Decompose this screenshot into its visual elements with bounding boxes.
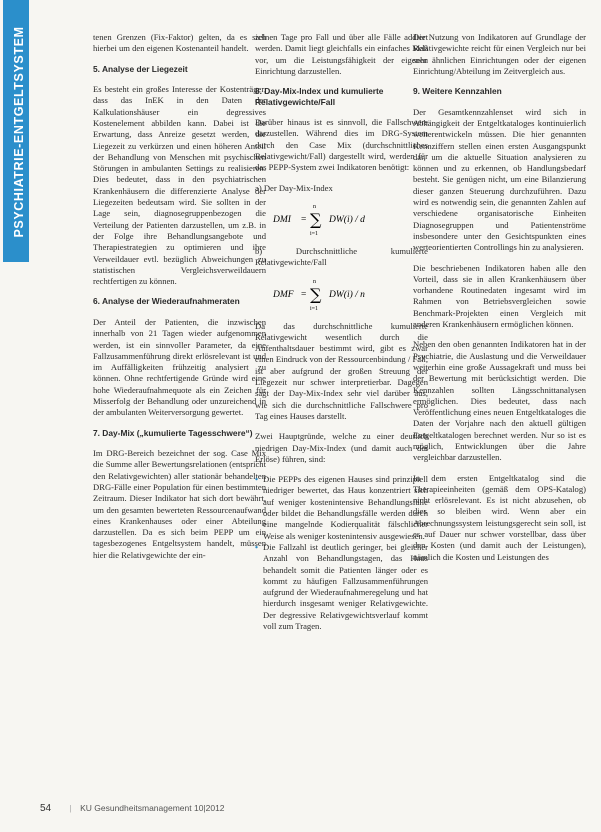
formula-b-label: b) Durchschnittliche kumulierte Relativgewichte/Fall: [255, 245, 428, 268]
text-column-2: [255, 32, 428, 641]
paragraph: Darüber hinaus ist es sinnvoll, die Fallschwere darzustellen. Während dies im DRG-System durch den Case Mix (durchschnittliches Relativgewicht/Fall) dargestellt wird, werden für das PEPP-System zwei Indikatoren benötigt:: [255, 117, 428, 173]
section-heading-5: 5. Analyse der Liegezeit: [93, 63, 188, 74]
formula-a: [255, 198, 428, 238]
formula-a-sum-top: n: [313, 203, 316, 210]
footer-separator: |: [69, 803, 72, 813]
formula-a-term: DW(i) / d: [329, 214, 365, 225]
paragraph: Der Gesamtkennzahlenset wird sich in Abhängigkeit der Entgeltkataloges kontinuierlich weiterentwickeln müssen. Die hier genannten Kennziffern stellen einen ersten Ausgangspunkt dar, um die aktuelle Situation analysieren zu können und zu erkennen, ob Handlungsbedarf besteht. Sie genügen nicht, um eine Bilanzierung dieser ganzen Steuerung durchzuführen. Dazu wird es notwendig sein, die genannten Zahlen auf verschiedene organisatorische Einheiten Diagnosegruppen und Patientenströme insbesondere unter den Gesichtspunkten eines werteorientierten Controllings hin zu analysieren.: [413, 106, 586, 253]
paragraph: Neben den oben genannten Indikatoren hat in der Psychiatrie, die Auslastung und die Verweildauer weiterhin eine große Aussagekraft und muss bei der Bewertung mit berücksichtigt werden. Die Kennzahlen sollten Längsschnittanalysen ermöglichen. Dies bedeutet, dass nach Veröffentlichung eines neuen Entgeltkataloges die Daten der Vorjahre nach den aktuell gültigen Entgeltkatalogen berechnet werden. Nur so ist es möglich, Entwicklungen über die Jahre vergleichbar darzustellen.: [413, 339, 586, 463]
section-heading-7: 7. Day-Mix („kumulierte Tagesschwere“): [93, 427, 253, 438]
paragraph: Die Nutzung von Indikatoren auf Grundlage der Relativgewichte reicht für einen Vergleich nur bei sehr ähnlichen Einrichtungen oder der eigenen Einrichtung/Abteilung im Zeitvergleich aus.: [413, 32, 586, 76]
formula-b-eq: =: [301, 289, 307, 300]
formula-b-lhs: DMF: [273, 289, 294, 300]
formula-a-lhs: DMI: [273, 214, 291, 225]
bullet-item: • Die Fallzahl ist deutlich geringer, bei gleicher Anzahl von Behandlungstagen, das Haus behandelt somit die Patienten länger oder es kommt zu häufigen Fallzusammenführungen aufgrund der Wiederaufnahmeregelung und hat hierdurch insgesamt weniger Relativgewichte. Der degressive Relativgewichtsverlauf kommt voll zum Tragen.: [255, 542, 428, 632]
bullet-list: [255, 474, 428, 632]
journal-name: KU Gesundheitsmanagement 10|2012: [80, 803, 225, 813]
formula-a-label: a) Der Day-Mix-Index: [255, 182, 333, 193]
paragraph: Da das durchschnittliche kumulierte Relativgewicht wesentlich durch die Aufenthaltsdauer bestimmt wird, gibt es zwar einen Eindruck von der Ressourcenbindung / Fall, ist aber aufgrund der großen Streuung der Liegezeit nur schwer interpretierbar. Dagegen sagt der Day-Mix-Index sehr viel darüber aus, wie sich die durchschnittliche Fallschwere pro Tag eines Hauses darstellt.: [255, 320, 428, 421]
formula-b-term: DW(i) / n: [329, 289, 365, 300]
formula-b-sum-bottom: i=1: [310, 305, 319, 312]
paragraph: Es besteht ein großes Interesse der Kostenträger, dass das InEK in den Daten der Kalkulationshäuser ein degressives Kostenelement abbilden kann. Dabei ist die Erwartung, dass Anreize gesetzt werden, die Liegezeit zu verkürzen und einen höheren Anteil der Behandlung von Menschen mit psychischen Störungen in ambulanten Settings zu realisieren. Dies bedeutet, dass in den psychiatrischen Krankenhäusern die differenzierte Analyse der Liegezeiten bedeutsam wird. Sie sollten in der Lage sein, diagnosegruppenbezogen die Verteilung der Patienten darzustellen, um z.B. in der Folge ihre Behandlungsangebote und Therapiestrategien zu optimieren und ihre Verweildauer evtl. bezüglich Abweichungen zu statistischen Vergleichsverweildauern rechtfertigen zu können.: [93, 84, 266, 287]
paragraph: zelnen Tage pro Fall und über alle Fälle addiert werden. Damit liegt gleichfalls ein einfaches Maß vor, um die Leistungsfähigkeit der eigenen Einrichtung darzustellen.: [255, 32, 428, 76]
formula-b-sum-top: n: [313, 278, 316, 285]
section-heading-6: 6. Analyse der Wiederaufnahmeraten: [93, 296, 240, 307]
text-column-3: [413, 32, 586, 572]
formula-a-sum-bottom: i=1: [310, 230, 319, 237]
formula-b-sigma: ∑: [310, 284, 322, 304]
paragraph: tenen Grenzen (Fix-Faktor) gelten, da es sich hierbei um den eigenen Kostenanteil handelt.: [93, 32, 266, 54]
paragraph: In dem ersten Entgeltkatalog sind die Therapieeinheiten (gemäß dem OPS-Katalog) nicht erlösrelevant. Es ist nicht abzusehen, ob dies so bleiben wird. Wenn aber ein Abrechnungssystem leistungsgerecht sein soll, ist es auf Dauer nur schwer vorstellbar, dass über den Kosten (und damit auch der Leistungen), nämlich die Kosten und Leistungen des: [413, 472, 586, 562]
formula-a-eq: =: [301, 214, 307, 225]
page-number: 54: [40, 803, 52, 814]
text-column-1: [93, 32, 266, 570]
paragraph: Die beschriebenen Indikatoren haben alle den Vorteil, dass sie in allen Krankenhäusern über vorhandene Routinedaten ingesamt wird im Rahmen von Betriebsvergleichen sowie Benchmark-Projekten einen Vergleich mit anderen Krankenhäusern ermöglichen können.: [413, 262, 586, 330]
section-tab: [3, 0, 29, 262]
section-heading-8: 8. Day-Mix-Index und kumulierte Relativgewichte/Fall: [255, 86, 384, 107]
paragraph: Im DRG-Bereich bezeichnet der sog. Case Mix die Summe aller Bewertungsrelationen (entspricht den Relativgewichten) aller stationär behandelten DRG-Fälle einer Population für einen bestimmten Zeitraum. Dieser Indikator hat sich dort bewährt, um den gesamten bewerteten Ressourcenaufwand eines Krankenhauses oder einer Abteilung darzustellen. Da es sich beim PEPP um ein tagesbezogenes Entgeltsystem handelt, müssen hier die Relativgewichte der ein-: [93, 448, 266, 560]
section-heading-9: 9. Weitere Kennzahlen: [413, 86, 502, 97]
paragraph: Der Anteil der Patienten, die inzwischen innerhalb von 21 Tagen wieder aufgenommen werden, ist ein sinnvoller Parameter, da eine Fallzusammenführung direkt erlösrelevant ist und im Auffälligkeiten frühzeitig analysiert zu können. Ohne rechtfertigende Gründe wird eine hohe Wiederaufnahmequote als ein Zeichen für Misserfolg der Behandlung oder unzureichend in der ambulanten Weiterversorgung gewertet.: [93, 316, 266, 418]
section-label: PSYCHIATRIE-ENTGELTSYSTEM: [12, 26, 26, 238]
page-footer: [40, 803, 225, 814]
formula-a-sigma: ∑: [310, 209, 322, 229]
formula-b: [255, 273, 428, 313]
paragraph: Zwei Hauptgründe, welche zu einer deutlich niedrigen Day-Mix-Index (und damit auch der Erlöse) führen, sind:: [255, 431, 428, 464]
bullet-item: • Die PEPPs des eigenen Hauses sind prinzipiell niedriger bewertet, das Haus konzentriert sich auf weniger kostenintensive Behandlungsfälle oder bildet die Behandlungsfälle werden durch eine mangelnde Kodierqualität fälschlicher Weise als weniger kostenintensiv ausgewiesen.: [255, 474, 428, 542]
